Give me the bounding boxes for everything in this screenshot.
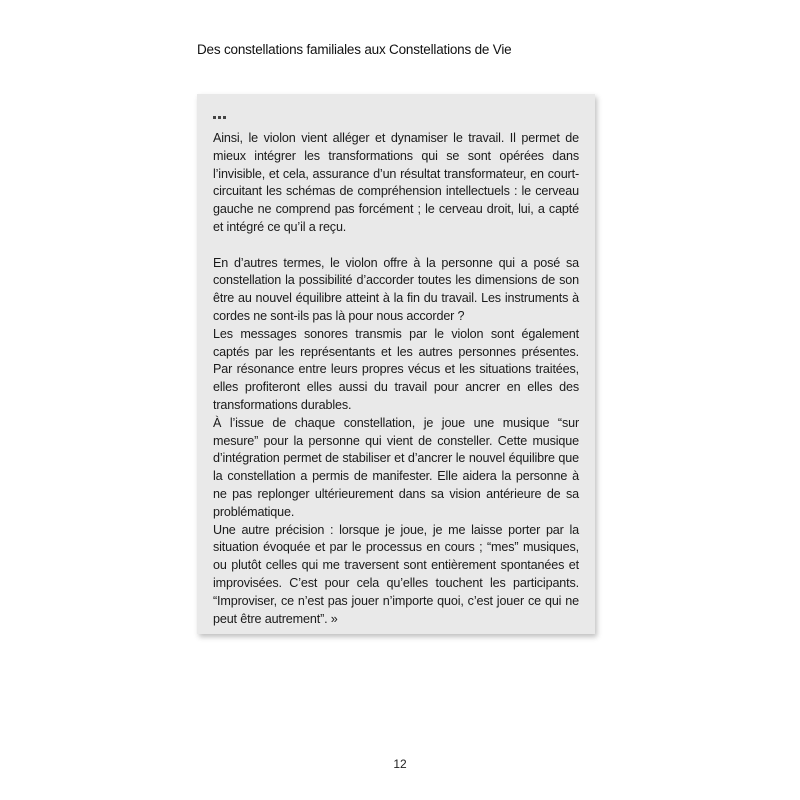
paragraph-autre-precision: Une autre précision : lorsque je joue, je me laisse porter par la situation évoquée et par le processus en cours ; “mes” musiques, ou plutôt celles qui me traversent sont entièrement spontanées et improvisées. C’est pour cela qu’elles touchent les participants. “Improviser, ce n’est pas jouer n’importe quoi, c’est jouer ce qui ne peut être autrement”. » [213, 522, 579, 626]
running-title: Des constellations familiales aux Constellations de Vie [197, 42, 512, 57]
paragraph-violon-alleger: Ainsi, le violon vient alléger et dynamiser le travail. Il permet de mieux intégrer les transformations qui se sont opérées dans l’invisible, et cela, assurance d’un résultat transformateur, en court-circuitant les schémas de compréhension intellectuels : le cerveau gauche ne comprend pas forcément ; le cerveau droit, lui, a capté et intégré ce qu’il a reçu. [213, 131, 579, 234]
quote-box [197, 94, 595, 634]
paragraph-autres-termes: En d’autres termes, le violon offre à la personne qui a posé sa constellation la possibilité d’accorder toutes les dimensions de son être au nouvel équilibre atteint à la fin du travail. Les instruments à cordes ne sont-ils pas là pour nous accorder ? [213, 255, 579, 323]
page-number: 12 [393, 757, 407, 771]
paragraph-messages-sonores: Les messages sonores transmis par le violon sont également captés par les représentants et les autres personnes présentes. Par résonance entre leurs propres vécus et les situations traitées, elles profiteront elles aussi du travail pour ancrer en elles des transformations durables. [213, 326, 579, 412]
paragraph-issue-constellation: À l’issue de chaque constellation, je joue une musique “sur mesure” pour la personne qui vient de consteller. Cette musique d’intégration permet de stabiliser et d’ancrer le nouvel équilibre que la constellation a permis de manifester. Elle aidera la personne à ne pas replonger ultérieurement dans sa vision antérieure de sa problématique. [213, 415, 579, 519]
ellipsis-marker [213, 116, 579, 121]
